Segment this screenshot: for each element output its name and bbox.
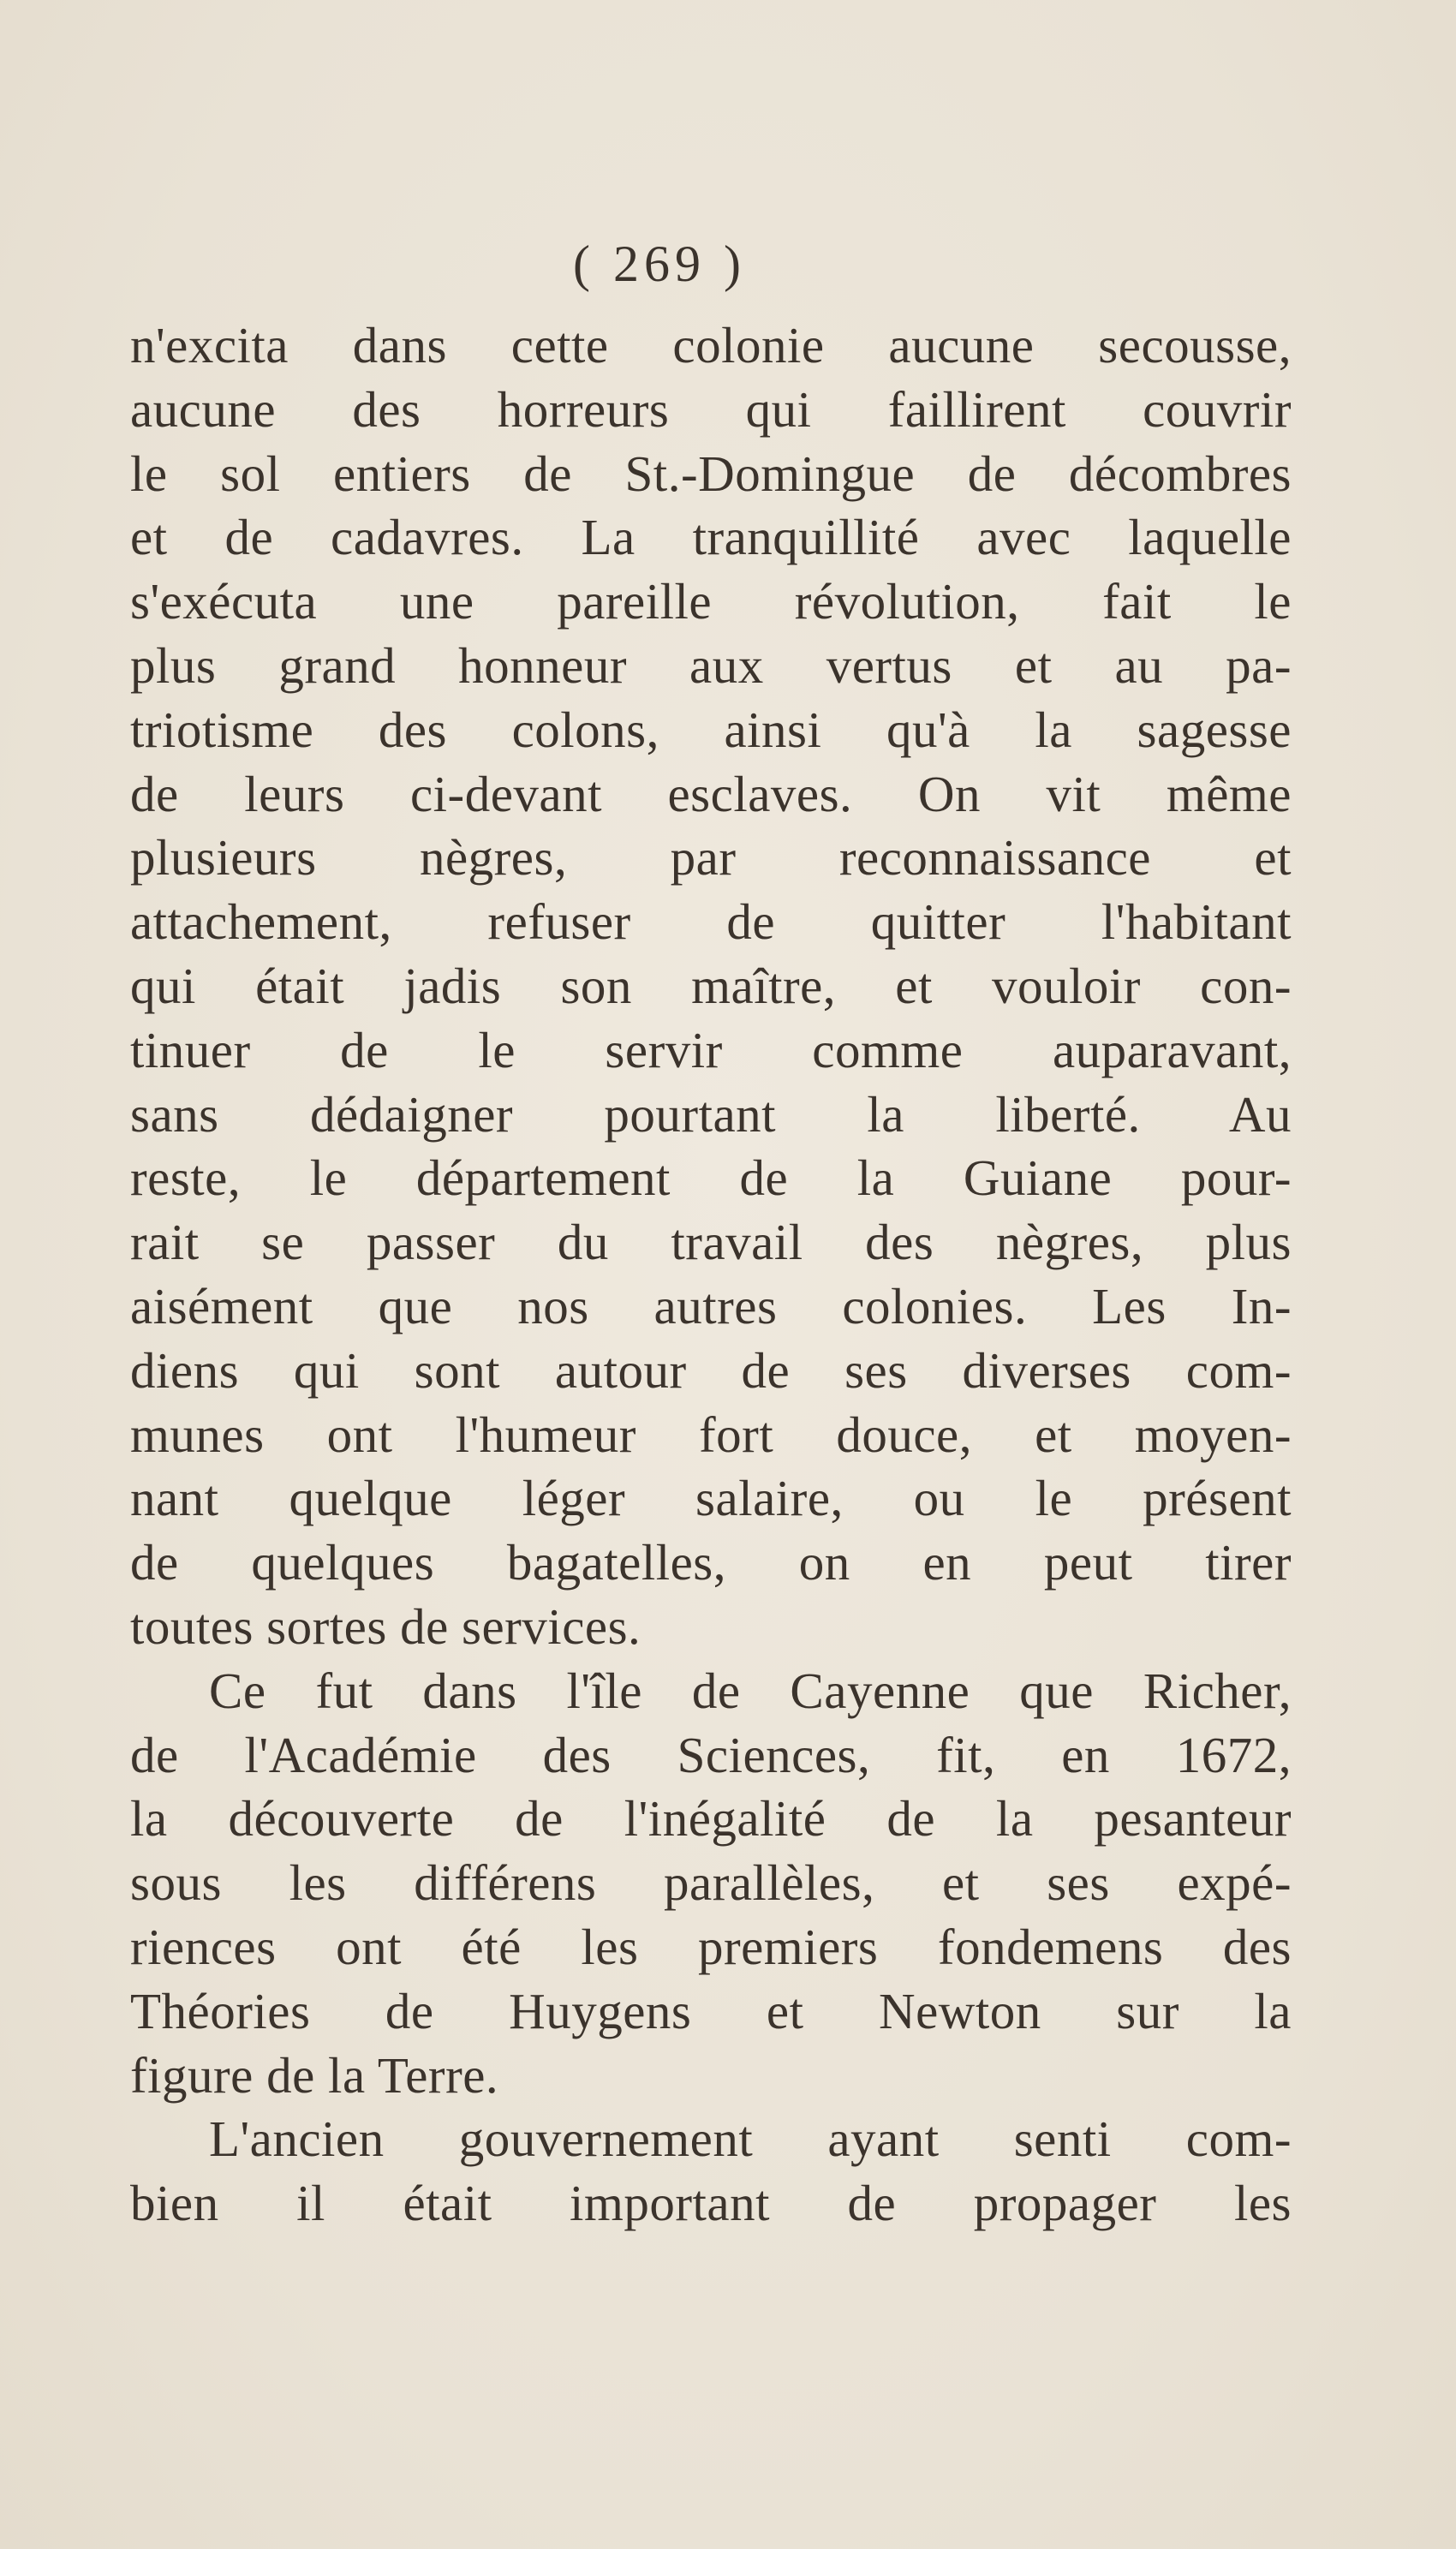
text-line: aucune des horreurs qui faillirent couvrir — [130, 380, 1292, 438]
text-line: sans dédaigner pourtant la liberté. Au — [130, 1085, 1292, 1143]
text-line: munes ont l'humeur fort douce, et moyen- — [130, 1406, 1292, 1463]
text-line: plusieurs nègres, par reconnaissance et — [130, 829, 1292, 886]
text-line: et de cadavres. La tranquillité avec laquelle — [130, 509, 1292, 566]
text-line: reste, le département de la Guiane pour- — [130, 1149, 1292, 1207]
text-line: nant quelque léger salaire, ou le présent — [130, 1470, 1292, 1527]
text-line: de l'Académie des Sciences, fit, en 1672, — [130, 1726, 1292, 1783]
text-line: toutes sortes de services. — [130, 1597, 641, 1655]
text-line: bien il était important de propager les — [130, 2175, 1292, 2232]
text-line: sous les différens parallèles, et ses expé- — [130, 1854, 1292, 1912]
text-line: s'exécuta une pareille révolution, fait le — [130, 573, 1292, 630]
text-line: triotisme des colons, ainsi qu'à la sagesse — [130, 701, 1292, 758]
text-line: de quelques bagatelles, on en peut tirer — [130, 1534, 1292, 1591]
text-line: n'excita dans cette colonie aucune secousse, — [130, 317, 1292, 373]
text-line: tinuer de le servir comme auparavant, — [130, 1021, 1292, 1078]
page-number-header: ( 269 ) — [573, 236, 746, 292]
text-line: qui était jadis son maître, et vouloir con- — [130, 957, 1292, 1014]
text-line: Ce fut dans l'île de Cayenne que Richer, — [209, 1662, 1292, 1719]
text-line: de leurs ci-devant esclaves. On vit même — [130, 765, 1292, 822]
text-line: rait se passer du travail des nègres, plus — [130, 1214, 1292, 1271]
text-line: figure de la Terre. — [130, 2046, 499, 2104]
text-line: riences ont été les premiers fondemens des — [130, 1918, 1292, 1975]
text-line: la découverte de l'inégalité de la pesanteur — [130, 1790, 1292, 1848]
text-line: aisément que nos autres colonies. Les In- — [130, 1277, 1292, 1334]
text-line: diens qui sont autour de ses diverses com- — [130, 1341, 1292, 1399]
page-body-text — [130, 313, 1292, 2236]
text-line: plus grand honneur aux vertus et au pa- — [130, 636, 1292, 694]
text-line: le sol entiers de St.-Domingue de décombres — [130, 445, 1292, 502]
text-line: L'ancien gouvernement ayant senti com- — [209, 2110, 1292, 2168]
text-line: attachement, refuser de quitter l'habitant — [130, 893, 1292, 951]
text-line: Théories de Huygens et Newton sur la — [130, 1982, 1292, 2039]
